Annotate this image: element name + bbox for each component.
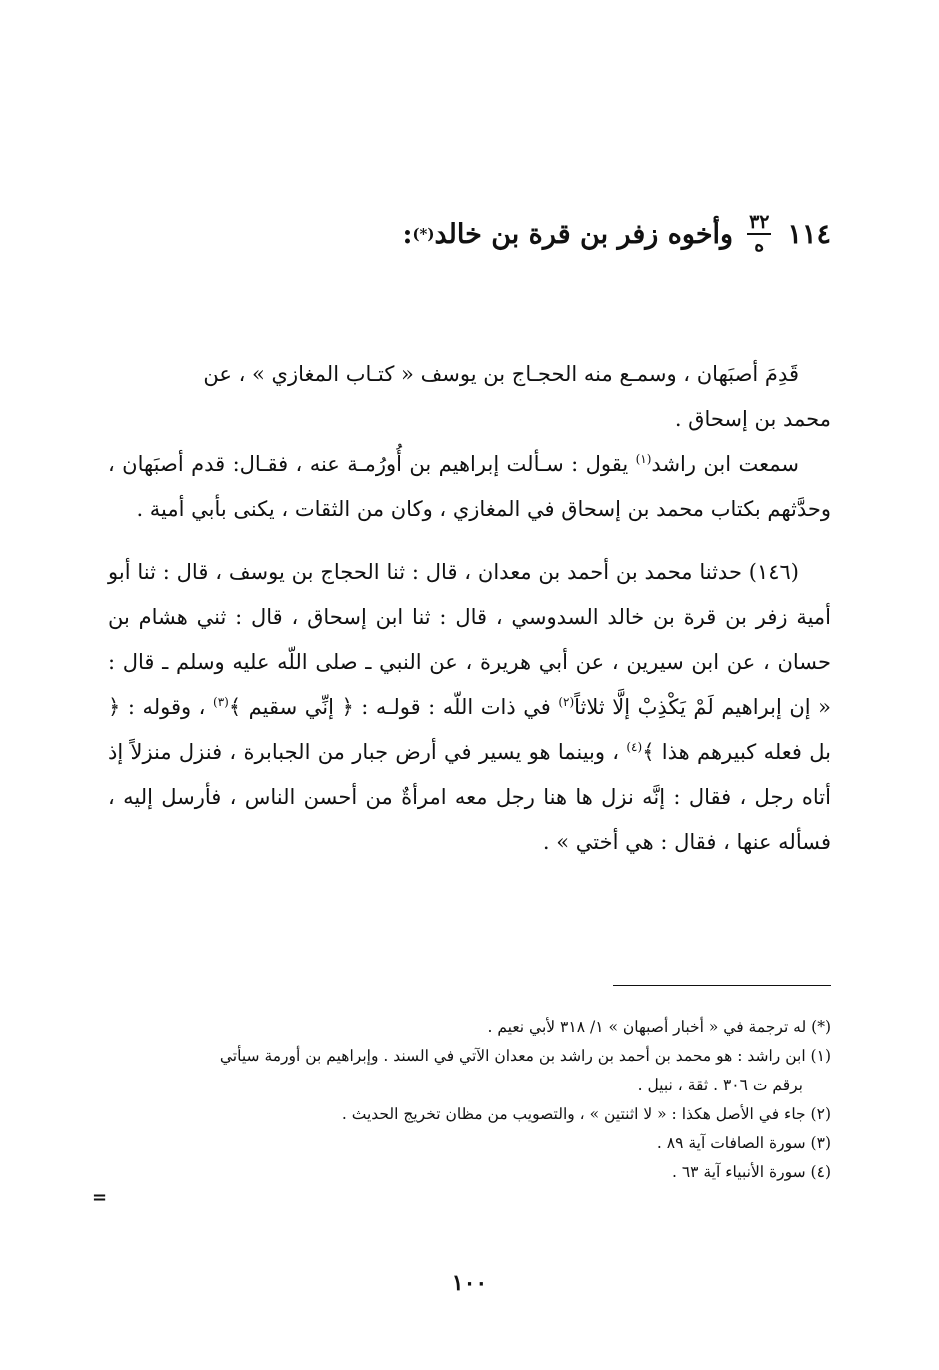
entry-title: وأخوه زفر بن قرة بن خالد xyxy=(434,218,734,250)
footnote-1-continued: برقم ت ٣٠٦ . ثقة ، نبيل . xyxy=(637,1076,803,1094)
paragraph-1 xyxy=(108,352,831,397)
paragraph-3-text-c: ، وقوله : ﴿ بل فعله كبيرهم هذا ﴾ xyxy=(108,695,831,764)
footnote-ref-4: (٤) xyxy=(626,740,643,754)
continuation-mark: = xyxy=(92,1187,108,1208)
footnote-1: (١) ابن راشد : هو محمد بن أحمد بن راشد بن معدان الآتي في السند . وإبراهيم بن أورمة سيأتي xyxy=(219,1047,831,1065)
page-number: ١٠٠ xyxy=(451,1270,488,1296)
fraction-denominator: ه xyxy=(754,234,765,256)
footnote-3: (٣) سورة الصافات آية ٨٩ . xyxy=(656,1134,831,1152)
entry-fraction xyxy=(747,213,771,255)
paragraph-3-text-d: ، وبينما هو يسير في أرض جبار من الجبابرة ، فنزل منزلاً إذ أتاه رجل ، فقال : إنَّه نزل ها هنا رجل معه امرأةٌ من أحسن الناس ، فأرسل إليه ، فسأله عنها ، فقال : هي أختي » . xyxy=(108,740,831,854)
paragraph-1-line-2: محمد بن إسحاق . xyxy=(674,407,831,431)
entry-heading xyxy=(108,212,831,256)
paragraph-3-text-b: في ذات اللّه : قولـه : ﴿ إنِّي سقيم ﴾ xyxy=(228,695,559,719)
footnote-ref-2: (٢) xyxy=(558,695,575,709)
footnote-ref-1: (١) xyxy=(635,452,652,466)
fraction-numerator: ٣٢ xyxy=(749,211,770,233)
paragraph-3-hadith xyxy=(108,550,831,865)
entry-number: ١١٤ xyxy=(787,218,831,250)
footnote-4: (٤) سورة الأنبياء آية ٦٣ . xyxy=(671,1163,831,1181)
footnote-separator xyxy=(613,985,831,986)
paragraph-2-text-b: يقول : سـألت إبراهيم بن أُورُمـة عنه ، فقـال: قدم أصبَهان ، وحدَّثهم بكتاب محمد بن إسحاق في المغازي ، وكان من الثقات ، يكنى بأبي أمية . xyxy=(108,452,831,521)
footnotes xyxy=(118,1013,831,1187)
paragraph-2 xyxy=(108,442,831,532)
main-text xyxy=(108,352,831,865)
paragraph-2-text-a: سمعت ابن راشد xyxy=(651,452,799,476)
footnote-star: (*) له ترجمة في « أخبار أصبهان » ١/ ٣١٨ لأبي نعيم . xyxy=(487,1018,831,1036)
footnote-2: (٢) جاء في الأصل هكذا : « لا اثنتين » ، والتصويب من مظان تخريج الحديث . xyxy=(341,1105,831,1123)
title-footnote-mark: (*) xyxy=(412,225,435,243)
title-trailing-colon: : xyxy=(402,218,413,250)
paragraph-1-line-1: قَدِمَ أصبَهان ، وسمـع منه الحجـاج بن يوسف « كتـاب المغازي » ، عن xyxy=(203,362,799,386)
paragraph-3-text-a: (١٤٦) حدثنا محمد بن أحمد بن معدان ، قال : ثنا الحجاج بن يوسف ، قال : ثنا أبو أمية زفر بن قرة بن خالد السدوسي ، قال : ثنا ابن إسحاق ، قال : ثني هشام بن حسان ، عن ابن سيرين ، عن أبي هريرة ، عن النبي ـ صلى اللّه عليه وسلم ـ قال : « إن إبراهيم لَمْ يَكْذِبْ إلَّا ثلاثاً xyxy=(108,560,831,719)
paragraph-1-continued xyxy=(108,397,831,442)
footnote-ref-3: (٣) xyxy=(213,695,229,709)
